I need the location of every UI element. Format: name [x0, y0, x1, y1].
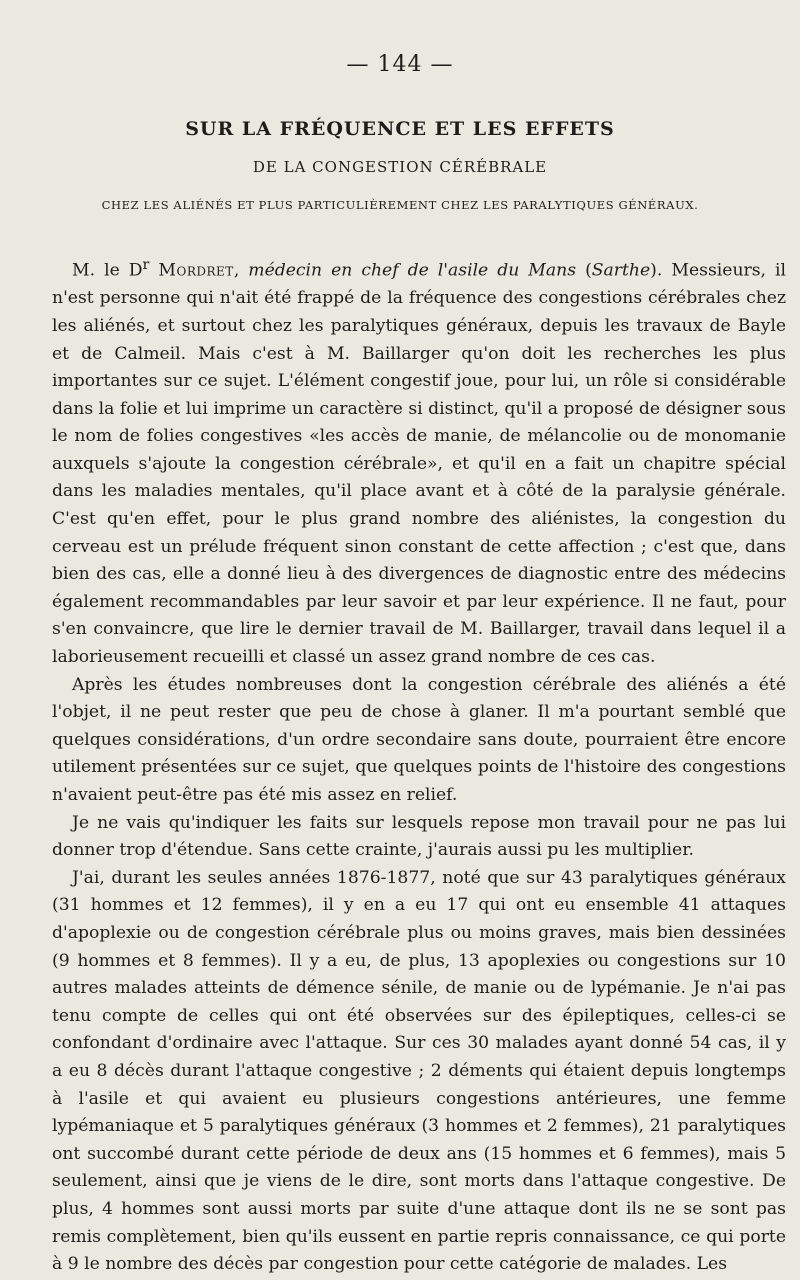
author-name: Mordret	[158, 260, 234, 281]
author-place: Sarthe	[591, 260, 651, 281]
page-number: — 144 —	[346, 52, 454, 77]
author-separator: ,	[233, 260, 249, 281]
author-place-open: (	[576, 260, 592, 281]
paragraph-2: Après les études nombreuses dont la congestion cérébrale des aliénés a été l'objet, il ne peut rester que peu de chose à glaner. Il m'a pourtant semblé que quelques considérations, d'un ordre secondaire sans doute, pourraient être encore utilement présentées sur ce sujet, que quelques points de l'histoire des congestions n'avaient peut-être pas été mis assez en relief.	[52, 674, 786, 806]
article-subtitle-secondary: CHEZ LES ALIÉNÉS ET PLUS PARTICULIÈREMENT CHEZ LES PARALYTIQUES GÉNÉRAUX.	[101, 198, 699, 212]
author-prefix: M. le D	[72, 260, 143, 281]
article-subtitle: DE LA CONGESTION CÉRÉBRALE	[252, 158, 548, 176]
author-title-sup: r	[142, 257, 150, 273]
paragraph-1	[52, 252, 786, 672]
author-place-close: ).	[650, 260, 672, 281]
article-body	[52, 252, 786, 1279]
paragraph-3: Je ne vais qu'indiquer les faits sur lesquels repose mon travail pour ne pas lui donner trop d'étendue. Sans cette crainte, j'aurais aussi pu les multiplier.	[52, 812, 786, 861]
paragraph-4: J'ai, durant les seules années 1876-1877, noté que sur 43 paralytiques généraux (31 hommes et 12 femmes), il y en a eu 17 qui ont eu ensemble 41 attaques d'apoplexie ou de congestion cérébrale plus ou moins graves, mais bien dessinées (9 hommes et 8 femmes). Il y a eu, de plus, 13 apoplexies ou congestions sur 10 autres malades atteints de démence sénile, de manie ou de lypémanie. Je n'ai pas tenu compte de celles qui ont été observées sur des épileptiques, celles-ci se confondant d'ordinaire avec l'attaque. Sur ces 30 malades ayant donné 54 cas, il y a eu 8 décès durant l'attaque congestive ; 2 déments qui étaient depuis longtemps à l'asile et qui avaient eu plusieurs congestions antérieures, une femme lypémaniaque et 5 paralytiques généraux (3 hommes et 2 femmes), 21 paralytiques ont succombé durant cette période de deux ans (15 hommes et 6 femmes), mais 5 seulement, ainsi que je viens de le dire, sont morts dans l'attaque congestive. De plus, 4 hommes sont aussi morts par suite d'une attaque dont ils ne se sont pas remis complètement, bien qu'ils eussent en partie repris connaissance, ce qui porte à 9 le nombre des décès par congestion pour cette catégorie de malades. Les	[52, 867, 786, 1275]
paragraph-1-text: Messieurs, il n'est personne qui n'ait été frappé de la fréquence des congestions cérébrales chez les aliénés, et surtout chez les paralytiques généraux, depuis les travaux de Bayle et de Calmeil. Mais c'est à M. Baillarger qu'on doit les recherches les plus importantes sur ce sujet. L'élément congestif joue, pour lui, un rôle si considérable dans la folie et lui imprime un caractère si distinct, qu'il a proposé de désigner sous le nom de folies congestives «les accès de manie, de mélancolie ou de monomanie auxquels s'ajoute la congestion cérébrale», et qu'il en a fait un chapitre spécial dans les maladies mentales, qu'il place avant et à côté de la paralysie générale. C'est qu'en effet, pour le plus grand nombre des aliénistes, la congestion du cerveau est un prélude fréquent sinon constant de cette affection ; c'est que, dans bien des cas, elle a donné lieu à des divergences de diagnostic entre des médecins également recommandables par leur savoir et par leur expérience. Il ne faut, pour s'en convaincre, que lire le dernier travail de M. Baillarger, travail dans lequel il a laborieusement recueilli et classé un assez grand nombre de ces cas.	[52, 260, 787, 668]
author-role: médecin en chef de l'asile du Mans	[248, 260, 577, 281]
article-title: SUR LA FRÉQUENCE ET LES EFFETS	[185, 118, 615, 140]
